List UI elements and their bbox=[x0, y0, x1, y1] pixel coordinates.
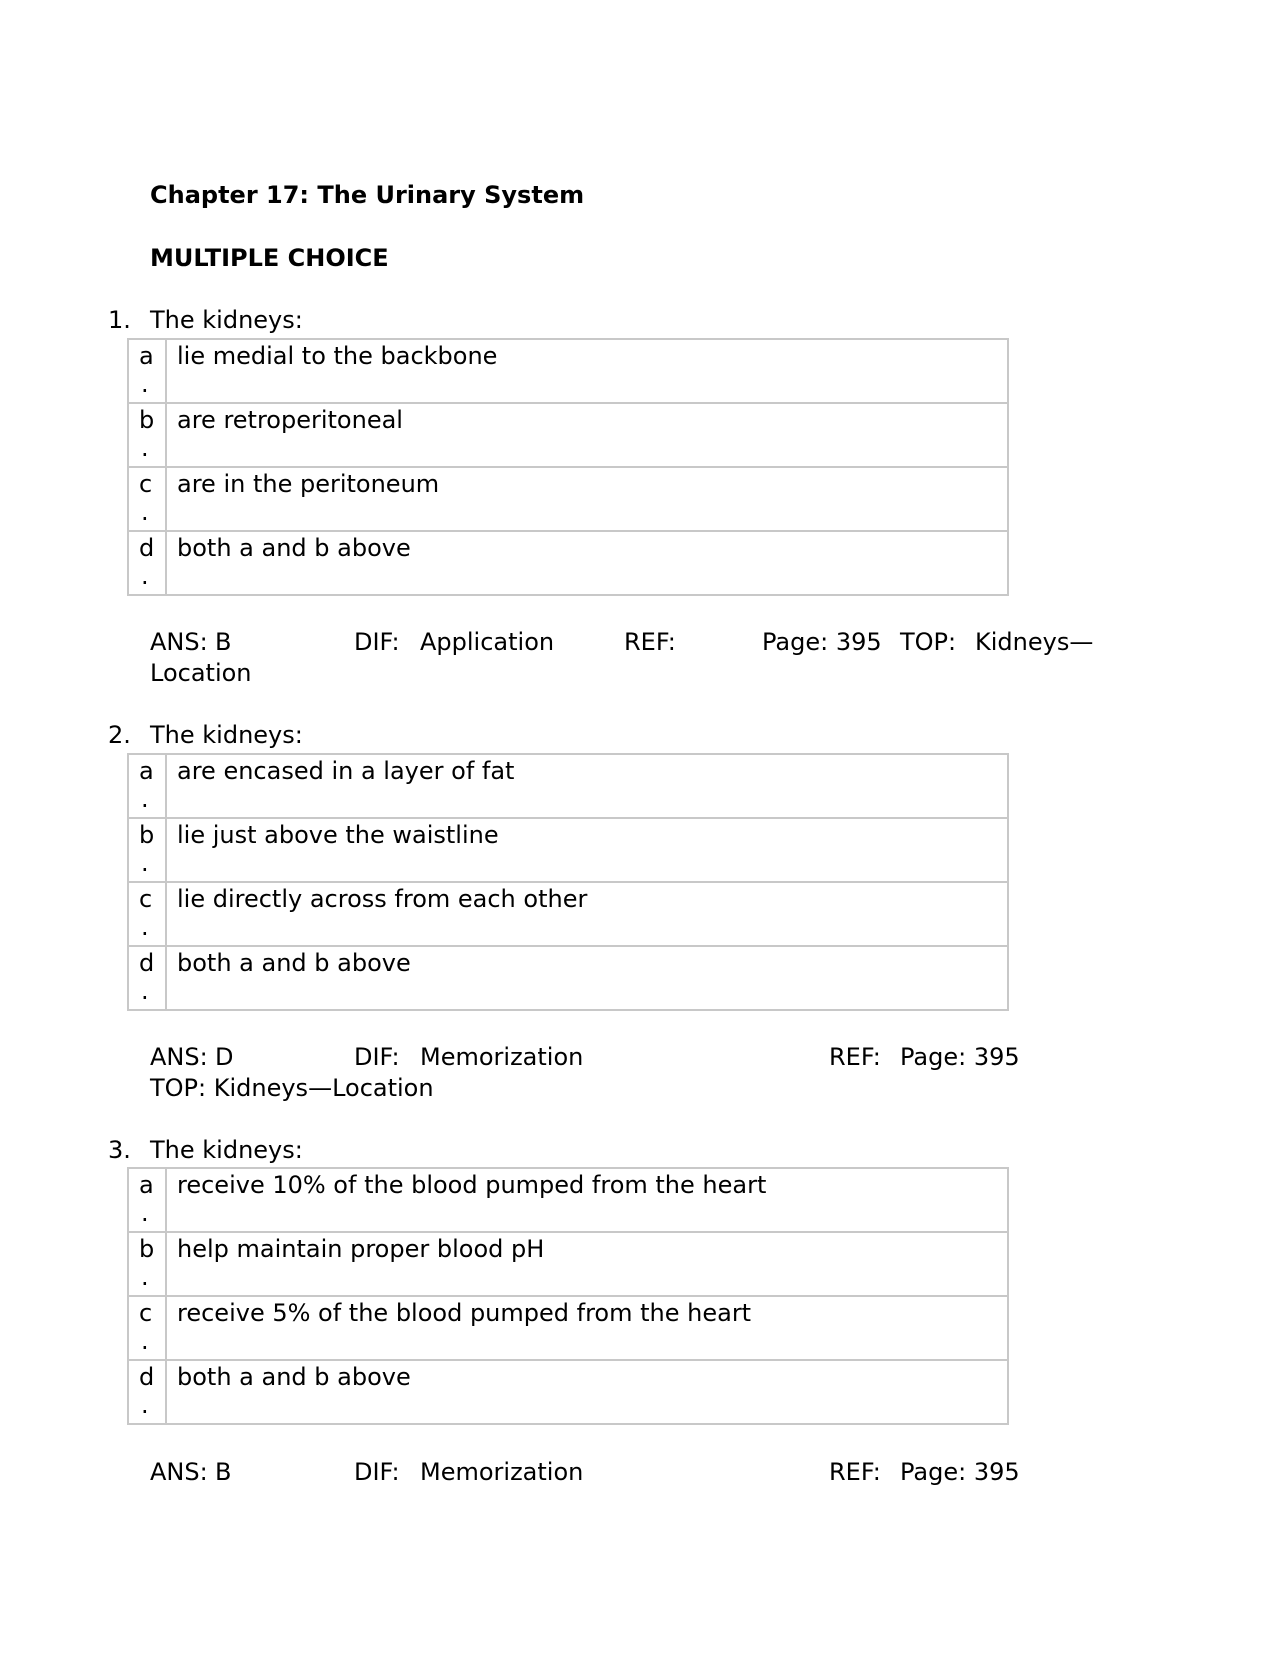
option-row bbox=[128, 1232, 1008, 1296]
options-table bbox=[127, 338, 1009, 596]
ans-value: B bbox=[215, 1458, 232, 1486]
option-letter-dot: . bbox=[141, 785, 149, 813]
option-letter-dot: . bbox=[141, 977, 149, 1005]
option-text: help maintain proper blood pH bbox=[166, 1232, 1008, 1296]
option-letter: a bbox=[139, 1171, 154, 1199]
option-letter-dot: . bbox=[141, 849, 149, 877]
option-letter: b bbox=[139, 406, 155, 434]
dif-value: Memorization bbox=[420, 1458, 584, 1486]
option-text: receive 10% of the blood pumped from the heart bbox=[166, 1168, 1008, 1232]
option-text: are in the peritoneum bbox=[166, 467, 1008, 531]
ref-label: REF: bbox=[829, 1043, 881, 1071]
top-label: TOP: bbox=[900, 628, 957, 656]
options-table bbox=[127, 753, 1009, 1011]
option-row bbox=[128, 882, 1008, 946]
option-text: both a and b above bbox=[166, 531, 1008, 595]
ref-value: Page: 395 bbox=[900, 1458, 1020, 1486]
option-letter-dot: . bbox=[141, 434, 149, 462]
option-text: are encased in a layer of fat bbox=[166, 754, 1008, 818]
ref-label: REF: bbox=[829, 1458, 881, 1486]
section-title: MULTIPLE CHOICE bbox=[150, 244, 389, 272]
option-text: lie directly across from each other bbox=[166, 882, 1008, 946]
dif-value: Application bbox=[420, 628, 555, 656]
dif-label: DIF: bbox=[354, 1458, 400, 1486]
option-letter: c bbox=[139, 470, 153, 498]
question-number: 1. bbox=[108, 306, 131, 334]
dif-label: DIF: bbox=[354, 1043, 400, 1071]
option-letter-dot: . bbox=[141, 1263, 149, 1291]
option-letter: c bbox=[139, 885, 153, 913]
ans-label: ANS: bbox=[150, 1458, 208, 1486]
option-text: receive 5% of the blood pumped from the heart bbox=[166, 1296, 1008, 1360]
option-letter-dot: . bbox=[141, 498, 149, 526]
option-letter: b bbox=[139, 1235, 155, 1263]
option-row bbox=[128, 1168, 1008, 1232]
option-row bbox=[128, 467, 1008, 531]
option-text: both a and b above bbox=[166, 1360, 1008, 1424]
option-row bbox=[128, 818, 1008, 882]
top-line: TOP: Kidneys—Location bbox=[150, 1074, 434, 1102]
option-row bbox=[128, 754, 1008, 818]
option-letter-dot: . bbox=[141, 1327, 149, 1355]
option-letter: b bbox=[139, 821, 155, 849]
ans-value: D bbox=[215, 1043, 234, 1071]
option-text: both a and b above bbox=[166, 946, 1008, 1010]
option-row bbox=[128, 946, 1008, 1010]
question-stem: The kidneys: bbox=[150, 1136, 303, 1164]
option-row bbox=[128, 1360, 1008, 1424]
question-stem: The kidneys: bbox=[150, 306, 303, 334]
option-row bbox=[128, 403, 1008, 467]
dif-value: Memorization bbox=[420, 1043, 584, 1071]
option-text: lie medial to the backbone bbox=[166, 339, 1008, 403]
ref-label: REF: bbox=[624, 628, 676, 656]
option-letter: c bbox=[139, 1299, 153, 1327]
option-text: are retroperitoneal bbox=[166, 403, 1008, 467]
option-row bbox=[128, 339, 1008, 403]
option-letter: d bbox=[139, 1363, 155, 1391]
question-number: 3. bbox=[108, 1136, 131, 1164]
option-row bbox=[128, 1296, 1008, 1360]
option-row bbox=[128, 531, 1008, 595]
question-stem: The kidneys: bbox=[150, 721, 303, 749]
top-value-continued: Location bbox=[150, 659, 252, 687]
option-letter-dot: . bbox=[141, 1199, 149, 1227]
top-value: Kidneys— bbox=[975, 628, 1094, 656]
ref-value: Page: 395 bbox=[900, 1043, 1020, 1071]
ans-label: ANS: bbox=[150, 1043, 208, 1071]
ref-value: Page: 395 bbox=[762, 628, 882, 656]
option-letter-dot: . bbox=[141, 562, 149, 590]
option-letter: a bbox=[139, 342, 154, 370]
chapter-title: Chapter 17: The Urinary System bbox=[150, 181, 585, 209]
options-table bbox=[127, 1167, 1009, 1425]
question-number: 2. bbox=[108, 721, 131, 749]
option-letter: d bbox=[139, 534, 155, 562]
option-letter-dot: . bbox=[141, 913, 149, 941]
ans-label: ANS: bbox=[150, 628, 208, 656]
ans-value: B bbox=[215, 628, 232, 656]
option-text: lie just above the waistline bbox=[166, 818, 1008, 882]
option-letter-dot: . bbox=[141, 1391, 149, 1419]
dif-label: DIF: bbox=[354, 628, 400, 656]
option-letter: d bbox=[139, 949, 155, 977]
option-letter: a bbox=[139, 757, 154, 785]
option-letter-dot: . bbox=[141, 370, 149, 398]
